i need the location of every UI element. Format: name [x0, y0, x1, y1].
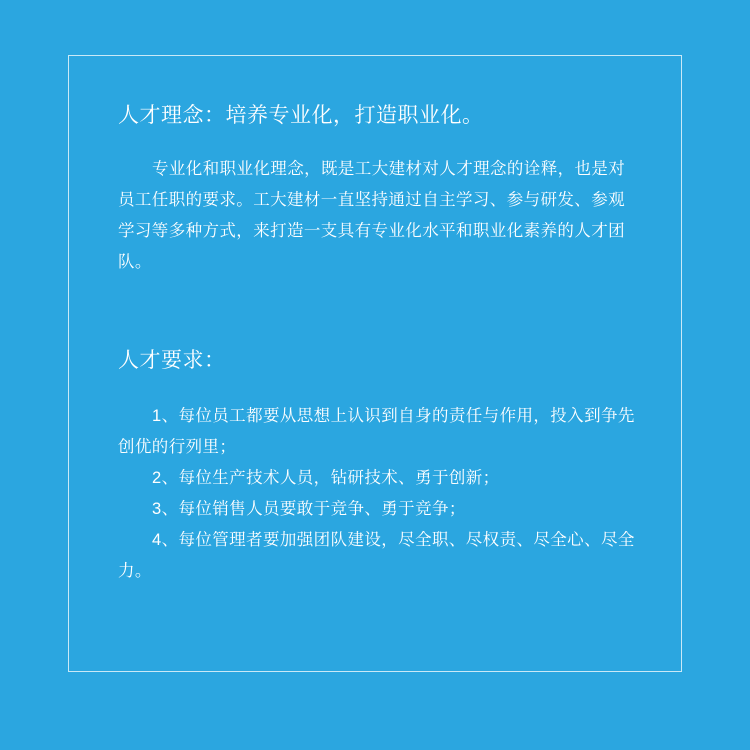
list-item: 3、每位销售人员要敢于竞争、勇于竞争；	[152, 500, 466, 518]
talent-philosophy-heading: 人才理念：培养专业化，打造职业化。	[118, 104, 484, 127]
list-item: 2、每位生产技术人员，钻研技术、勇于创新；	[152, 469, 500, 487]
talent-requirements-list	[118, 401, 638, 587]
list-item: 4、每位管理者要加强团队建设，尽全职、尽权责、尽全心、尽全力。	[118, 531, 635, 580]
talent-requirements-heading: 人才要求：	[118, 349, 226, 372]
content-area	[118, 100, 638, 587]
talent-philosophy-paragraph: 专业化和职业化理念，既是工大建材对人才理念的诠释，也是对员工任职的要求。工大建材一直坚持通过自主学习、参与研发、参观学习等多种方式，来打造一支具有专业化水平和职业化素养的人才团队。	[118, 160, 626, 271]
list-item: 1、每位员工都要从思想上认识到自身的责任与作用，投入到争先创优的行列里；	[118, 407, 635, 456]
